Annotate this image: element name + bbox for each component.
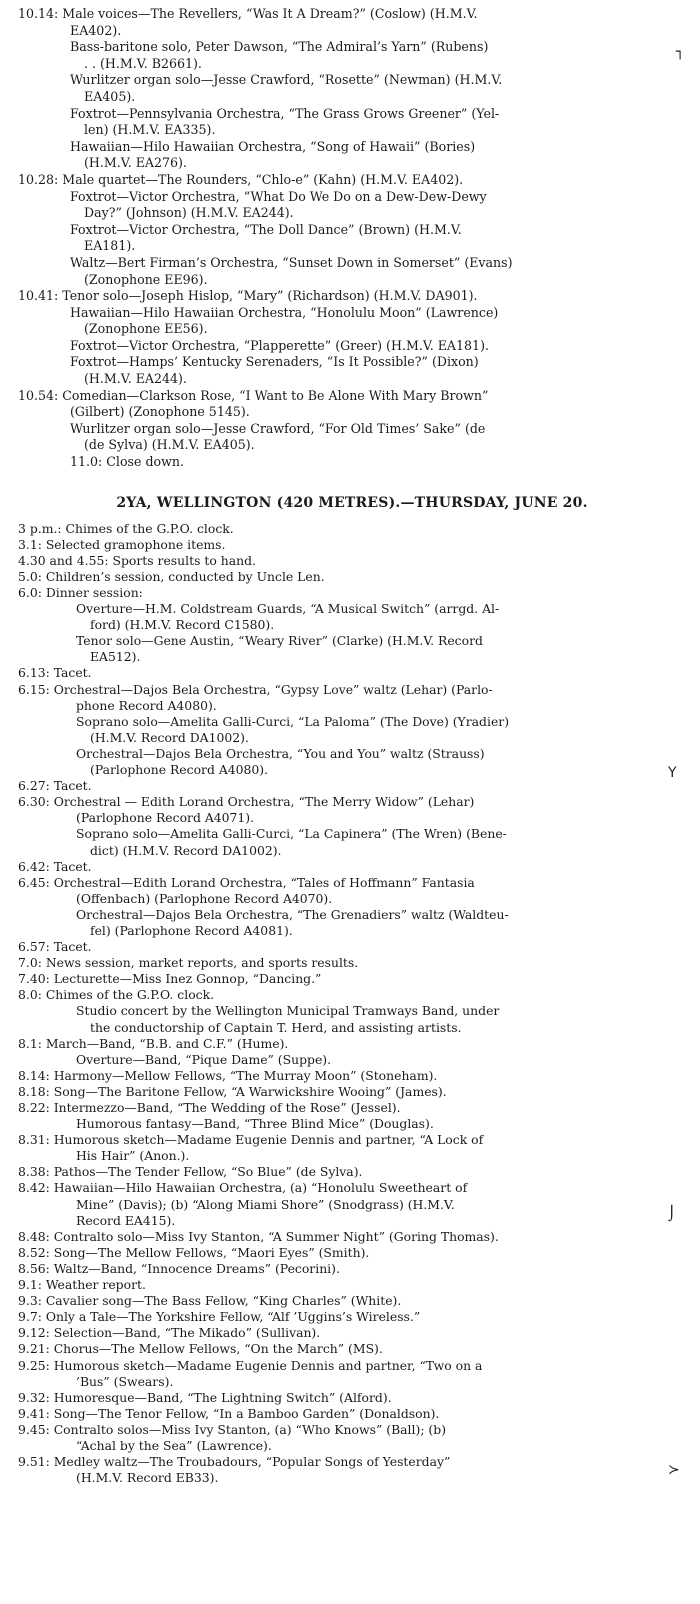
programme-entry — [18, 1229, 686, 1245]
entry-line: 8.38: Pathos—The Tender Fellow, “So Blue” (de Sylva). — [18, 1164, 363, 1180]
margin-mark-icon: ⌡ — [668, 1206, 676, 1222]
entry-line: 10.41: Tenor solo—Joseph Hislop, “Mary” (Richardson) (H.M.V. DA901). — [18, 288, 478, 304]
station-heading: 2YA, WELLINGTON (420 METRES).—THURSDAY, JUNE 20. — [116, 494, 588, 511]
entry-continuation-line: Record EA415). — [76, 1212, 176, 1228]
entry-continuation-line: (Zonophone EE56). — [84, 321, 208, 337]
entry-continuation-line: (Zonophone EE96). — [84, 271, 208, 287]
entry-line: 7.40: Lecturette—Miss Inez Gonnop, “Dancing.” — [18, 971, 322, 987]
entry-line: Overture—H.M. Coldstream Guards, “A Musical Switch” (arrgd. Al- — [76, 601, 500, 617]
programme-sub-entry — [18, 338, 686, 355]
entry-line: 8.22: Intermezzo—Band, “The Wedding of the Rose” (Jessel). — [18, 1100, 401, 1115]
entry-continuation-line: . . (H.M.V. B2661). — [84, 55, 202, 71]
programme-entry — [18, 682, 686, 714]
entry-line: 8.42: Hawaiian—Hilo Hawaiian Orchestra, (a) “Honolulu Sweetheart of — [18, 1180, 468, 1196]
entry-continuation-line: EA405). — [84, 88, 136, 104]
entry-line: 6.13: Tacet. — [18, 665, 92, 681]
programme-sub-entry — [18, 72, 686, 105]
programme-entry — [18, 1084, 686, 1100]
programme-sub-entry — [18, 1052, 686, 1068]
programme-sub-entry — [18, 454, 686, 471]
programme-list — [18, 521, 686, 1487]
entry-continuation-line: (H.M.V. Record DA1002). — [90, 729, 249, 745]
programme-entry — [18, 794, 686, 826]
entry-line: Hawaiian—Hilo Hawaiian Orchestra, “Honolulu Moon” (Lawrence) — [70, 304, 499, 320]
programme-entry — [18, 665, 686, 681]
entry-continuation-line: (Parlophone Record A4080). — [90, 762, 269, 778]
entry-line: 9.41: Song—The Tenor Fellow, “In a Bamboo Garden” (Donaldson). — [18, 1405, 440, 1421]
entry-line: 6.30: Orchestral — Edith Lorand Orchestra, “The Merry Widow” (Lehar) — [18, 794, 475, 810]
entry-line: 7.0: News session, market reports, and sports results. — [18, 955, 359, 971]
entry-continuation-line: His Hair” (Anon.). — [76, 1148, 190, 1164]
entry-line: 8.48: Contralto solo—Miss Ivy Stanton, “A Summer Night” (Goring Thomas). — [18, 1228, 499, 1244]
entry-line: 6.15: Orchestral—Dajos Bela Orchestra, “Gypsy Love” waltz (Lehar) (Parlo- — [18, 681, 493, 697]
entry-line: Bass-baritone solo, Peter Dawson, “The Admiral’s Yarn” (Rubens) — [70, 39, 489, 55]
programme-entry — [18, 1293, 686, 1309]
entry-continuation-line: (Offenbach) (Parlophone Record A4070). — [76, 890, 333, 906]
programme-entry — [18, 778, 686, 794]
entry-line: 8.0: Chimes of the G.P.O. clock. — [18, 987, 215, 1003]
entry-line: 8.1: March—Band, “B.B. and C.F.” (Hume). — [18, 1035, 289, 1051]
programme-entry — [18, 1164, 686, 1180]
programme-entry — [18, 1261, 686, 1277]
programme-sub-entry — [18, 139, 686, 172]
programme-sub-entry — [18, 421, 686, 454]
entry-continuation-line: (H.M.V. EA244). — [84, 371, 187, 387]
entry-line: 6.42: Tacet. — [18, 858, 92, 874]
programme-entry — [18, 288, 686, 305]
entry-line: 10.54: Comedian—Clarkson Rose, “I Want to Be Alone With Mary Brown” — [18, 387, 489, 403]
entry-continuation-line: “Achal by the Sea” (Lawrence). — [76, 1437, 272, 1453]
programme-sub-entry — [18, 1116, 686, 1132]
programme-sub-entry — [18, 746, 686, 778]
entry-line: 9.25: Humorous sketch—Madame Eugenie Dennis and partner, “Two on a — [18, 1357, 483, 1373]
programme-entry — [18, 1068, 686, 1084]
entry-line: 3 p.m.: Chimes of the G.P.O. clock. — [18, 520, 234, 536]
entry-line: 9.7: Only a Tale—The Yorkshire Fellow, “Alf ’Uggins’s Wireless.” — [18, 1309, 421, 1325]
entry-continuation-line: ford) (H.M.V. Record C1580). — [90, 617, 275, 633]
programme-entry — [18, 1245, 686, 1261]
entry-line: 9.21: Chorus—The Mellow Fellows, “On the March” (MS). — [18, 1341, 383, 1357]
entry-line: Orchestral—Dajos Bela Orchestra, “You and You” waltz (Strauss) — [76, 745, 485, 761]
programme-sub-entry — [18, 354, 686, 387]
entry-line: 4.30 and 4.55: Sports results to hand. — [18, 552, 256, 568]
entry-continuation-line: (Gilbert) (Zonophone 5145). — [70, 404, 250, 420]
entry-line: 6.27: Tacet. — [18, 778, 92, 794]
programme-list — [18, 6, 686, 471]
programme-entry — [18, 585, 686, 601]
entry-line: Overture—Band, “Pique Dame” (Suppe). — [76, 1051, 332, 1067]
programme-entry — [18, 1132, 686, 1164]
entry-line: Hawaiian—Hilo Hawaiian Orchestra, “Song of Hawaii” (Bories) — [70, 138, 476, 154]
entry-line: 10.14: Male voices—The Revellers, “Was It A Dream?” (Coslow) (H.M.V. — [18, 6, 478, 21]
margin-mark-icon: Υ — [668, 765, 677, 781]
programme-entry — [18, 1358, 686, 1390]
programme-entry — [18, 1454, 686, 1486]
entry-continuation-line: EA512). — [90, 649, 141, 665]
programme-sub-entry — [18, 305, 686, 338]
entry-line: Orchestral—Dajos Bela Orchestra, “The Grenadiers” waltz (Waldteu- — [76, 906, 509, 922]
entry-line: Foxtrot—Victor Orchestra, “The Doll Dance” (Brown) (H.M.V. — [70, 221, 462, 237]
programme-sub-entry — [18, 826, 686, 858]
programme-entry — [18, 1277, 686, 1293]
programme-entry — [18, 1309, 686, 1325]
entry-line: 9.1: Weather report. — [18, 1277, 146, 1293]
programme-entry — [18, 6, 686, 39]
programme-entry — [18, 569, 686, 585]
entry-line: 9.45: Contralto solos—Miss Ivy Stanton, (a) “Who Knows” (Ball); (b) — [18, 1421, 447, 1437]
entry-continuation-line: EA181). — [84, 238, 136, 254]
entry-line: Studio concert by the Wellington Municipal Tramways Band, under — [76, 1003, 500, 1019]
entry-continuation-line: ’Bus” (Swears). — [76, 1373, 174, 1389]
entry-line: 9.12: Selection—Band, “The Mikado” (Sullivan). — [18, 1325, 321, 1341]
margin-mark-icon: ┐ — [676, 44, 685, 60]
entry-line: 9.51: Medley waltz—The Troubadours, “Popular Songs of Yesterday” — [18, 1454, 451, 1470]
programme-sub-entry — [18, 39, 686, 72]
entry-continuation-line: (Parlophone Record A4071). — [76, 810, 255, 826]
programme-sub-entry — [18, 106, 686, 139]
programme-entry — [18, 875, 686, 907]
programme-entry — [18, 537, 686, 553]
entry-line: Wurlitzer organ solo—Jesse Crawford, “For Old Times’ Sake” (de — [70, 420, 486, 436]
entry-line: Foxtrot—Hamps’ Kentucky Serenaders, “Is It Possible?” (Dixon) — [70, 354, 479, 370]
entry-line: 8.18: Song—The Baritone Fellow, “A Warwickshire Wooing” (James). — [18, 1083, 447, 1099]
entry-continuation-line: Mine” (Davis); (b) “Along Miami Shore” (Snodgrass) (H.M.V. — [76, 1196, 455, 1212]
entry-continuation-line: (H.M.V. EA276). — [84, 155, 187, 171]
entry-line: Foxtrot—Victor Orchestra, “What Do We Do on a Dew-Dew-Dewy — [70, 188, 487, 204]
entry-line: 6.45: Orchestral—Edith Lorand Orchestra, “Tales of Hoffmann” Fantasia — [18, 874, 475, 890]
programme-entry — [18, 553, 686, 569]
entry-line: Foxtrot—Pennsylvania Orchestra, “The Grass Grows Greener” (Yel- — [70, 105, 500, 121]
entry-line: 8.14: Harmony—Mellow Fellows, “The Murray Moon” (Stoneham). — [18, 1067, 438, 1083]
programme-sub-entry — [18, 907, 686, 939]
programme-entry — [18, 1390, 686, 1406]
entry-line: 8.56: Waltz—Band, “Innocence Dreams” (Pecorini). — [18, 1260, 340, 1276]
entry-line: 6.0: Dinner session: — [18, 585, 143, 600]
programme-entry — [18, 955, 686, 971]
programme-sub-entry — [18, 633, 686, 665]
programme-sub-entry — [18, 189, 686, 222]
entry-line: Wurlitzer organ solo—Jesse Crawford, “Rosette” (Newman) (H.M.V. — [70, 72, 503, 88]
entry-line: 11.0: Close down. — [70, 454, 184, 470]
margin-mark-icon: ≻ — [668, 1462, 680, 1478]
programme-entry — [18, 388, 686, 421]
entry-line: Soprano solo—Amelita Galli-Curci, “La Capinera” (The Wren) (Bene- — [76, 826, 507, 842]
entry-line: 9.3: Cavalier song—The Bass Fellow, “King Charles” (White). — [18, 1293, 402, 1309]
entry-continuation-line: len) (H.M.V. EA335). — [84, 122, 216, 138]
section-2ya-wellington — [0, 495, 700, 1487]
section-earlier-programme — [0, 0, 700, 471]
entry-line: 5.0: Children’s session, conducted by Uncle Len. — [18, 568, 325, 584]
entry-continuation-line: fel) (Parlophone Record A4081). — [90, 922, 293, 938]
programme-entry — [18, 859, 686, 875]
programme-entry — [18, 1325, 686, 1341]
entry-line: 8.52: Song—The Mellow Fellows, “Maori Eyes” (Smith). — [18, 1244, 370, 1260]
entry-line: Humorous fantasy—Band, “Three Blind Mice” (Douglas). — [76, 1116, 434, 1132]
programme-sub-entry — [18, 1003, 686, 1035]
entry-continuation-line: phone Record A4080). — [76, 697, 217, 713]
entry-line: 6.57: Tacet. — [18, 939, 92, 955]
entry-continuation-line: Day?” (Johnson) (H.M.V. EA244). — [84, 205, 294, 221]
programme-entry — [18, 1422, 686, 1454]
entry-continuation-line: EA402). — [70, 22, 122, 38]
programme-entry — [18, 1100, 686, 1116]
programme-entry — [18, 1341, 686, 1357]
entry-line: Foxtrot—Victor Orchestra, “Plapperette” (Greer) (H.M.V. EA181). — [70, 337, 489, 353]
programme-entry — [18, 521, 686, 537]
programme-entry — [18, 1180, 686, 1228]
entry-continuation-line: (H.M.V. Record EB33). — [76, 1470, 219, 1486]
programme-entry — [18, 1406, 686, 1422]
programme-entry — [18, 987, 686, 1003]
entry-continuation-line: dict) (H.M.V. Record DA1002). — [90, 842, 282, 858]
entry-line: 3.1: Selected gramophone items. — [18, 536, 226, 552]
entry-continuation-line: the conductorship of Captain T. Herd, and assisting artists. — [90, 1019, 462, 1035]
programme-sub-entry — [18, 714, 686, 746]
programme-entry — [18, 939, 686, 955]
entry-line: 10.28: Male quartet—The Rounders, “Chlo-e” (Kahn) (H.M.V. EA402). — [18, 171, 464, 187]
programme-entry — [18, 971, 686, 987]
programme-sub-entry — [18, 601, 686, 633]
programme-entry — [18, 172, 686, 189]
entry-line: 9.32: Humoresque—Band, “The Lightning Switch” (Alford). — [18, 1389, 392, 1405]
entry-continuation-line: (de Sylva) (H.M.V. EA405). — [84, 437, 255, 453]
entry-line: Soprano solo—Amelita Galli-Curci, “La Paloma” (The Dove) (Yradier) — [76, 713, 510, 729]
entry-line: Tenor solo—Gene Austin, “Weary River” (Clarke) (H.M.V. Record — [76, 633, 483, 649]
programme-sub-entry — [18, 222, 686, 255]
entry-line: Waltz—Bert Firman’s Orchestra, “Sunset Down in Somerset” (Evans) — [70, 254, 513, 270]
entry-line: 8.31: Humorous sketch—Madame Eugenie Dennis and partner, “A Lock of — [18, 1132, 484, 1148]
programme-entry — [18, 1036, 686, 1052]
programme-sub-entry — [18, 255, 686, 288]
